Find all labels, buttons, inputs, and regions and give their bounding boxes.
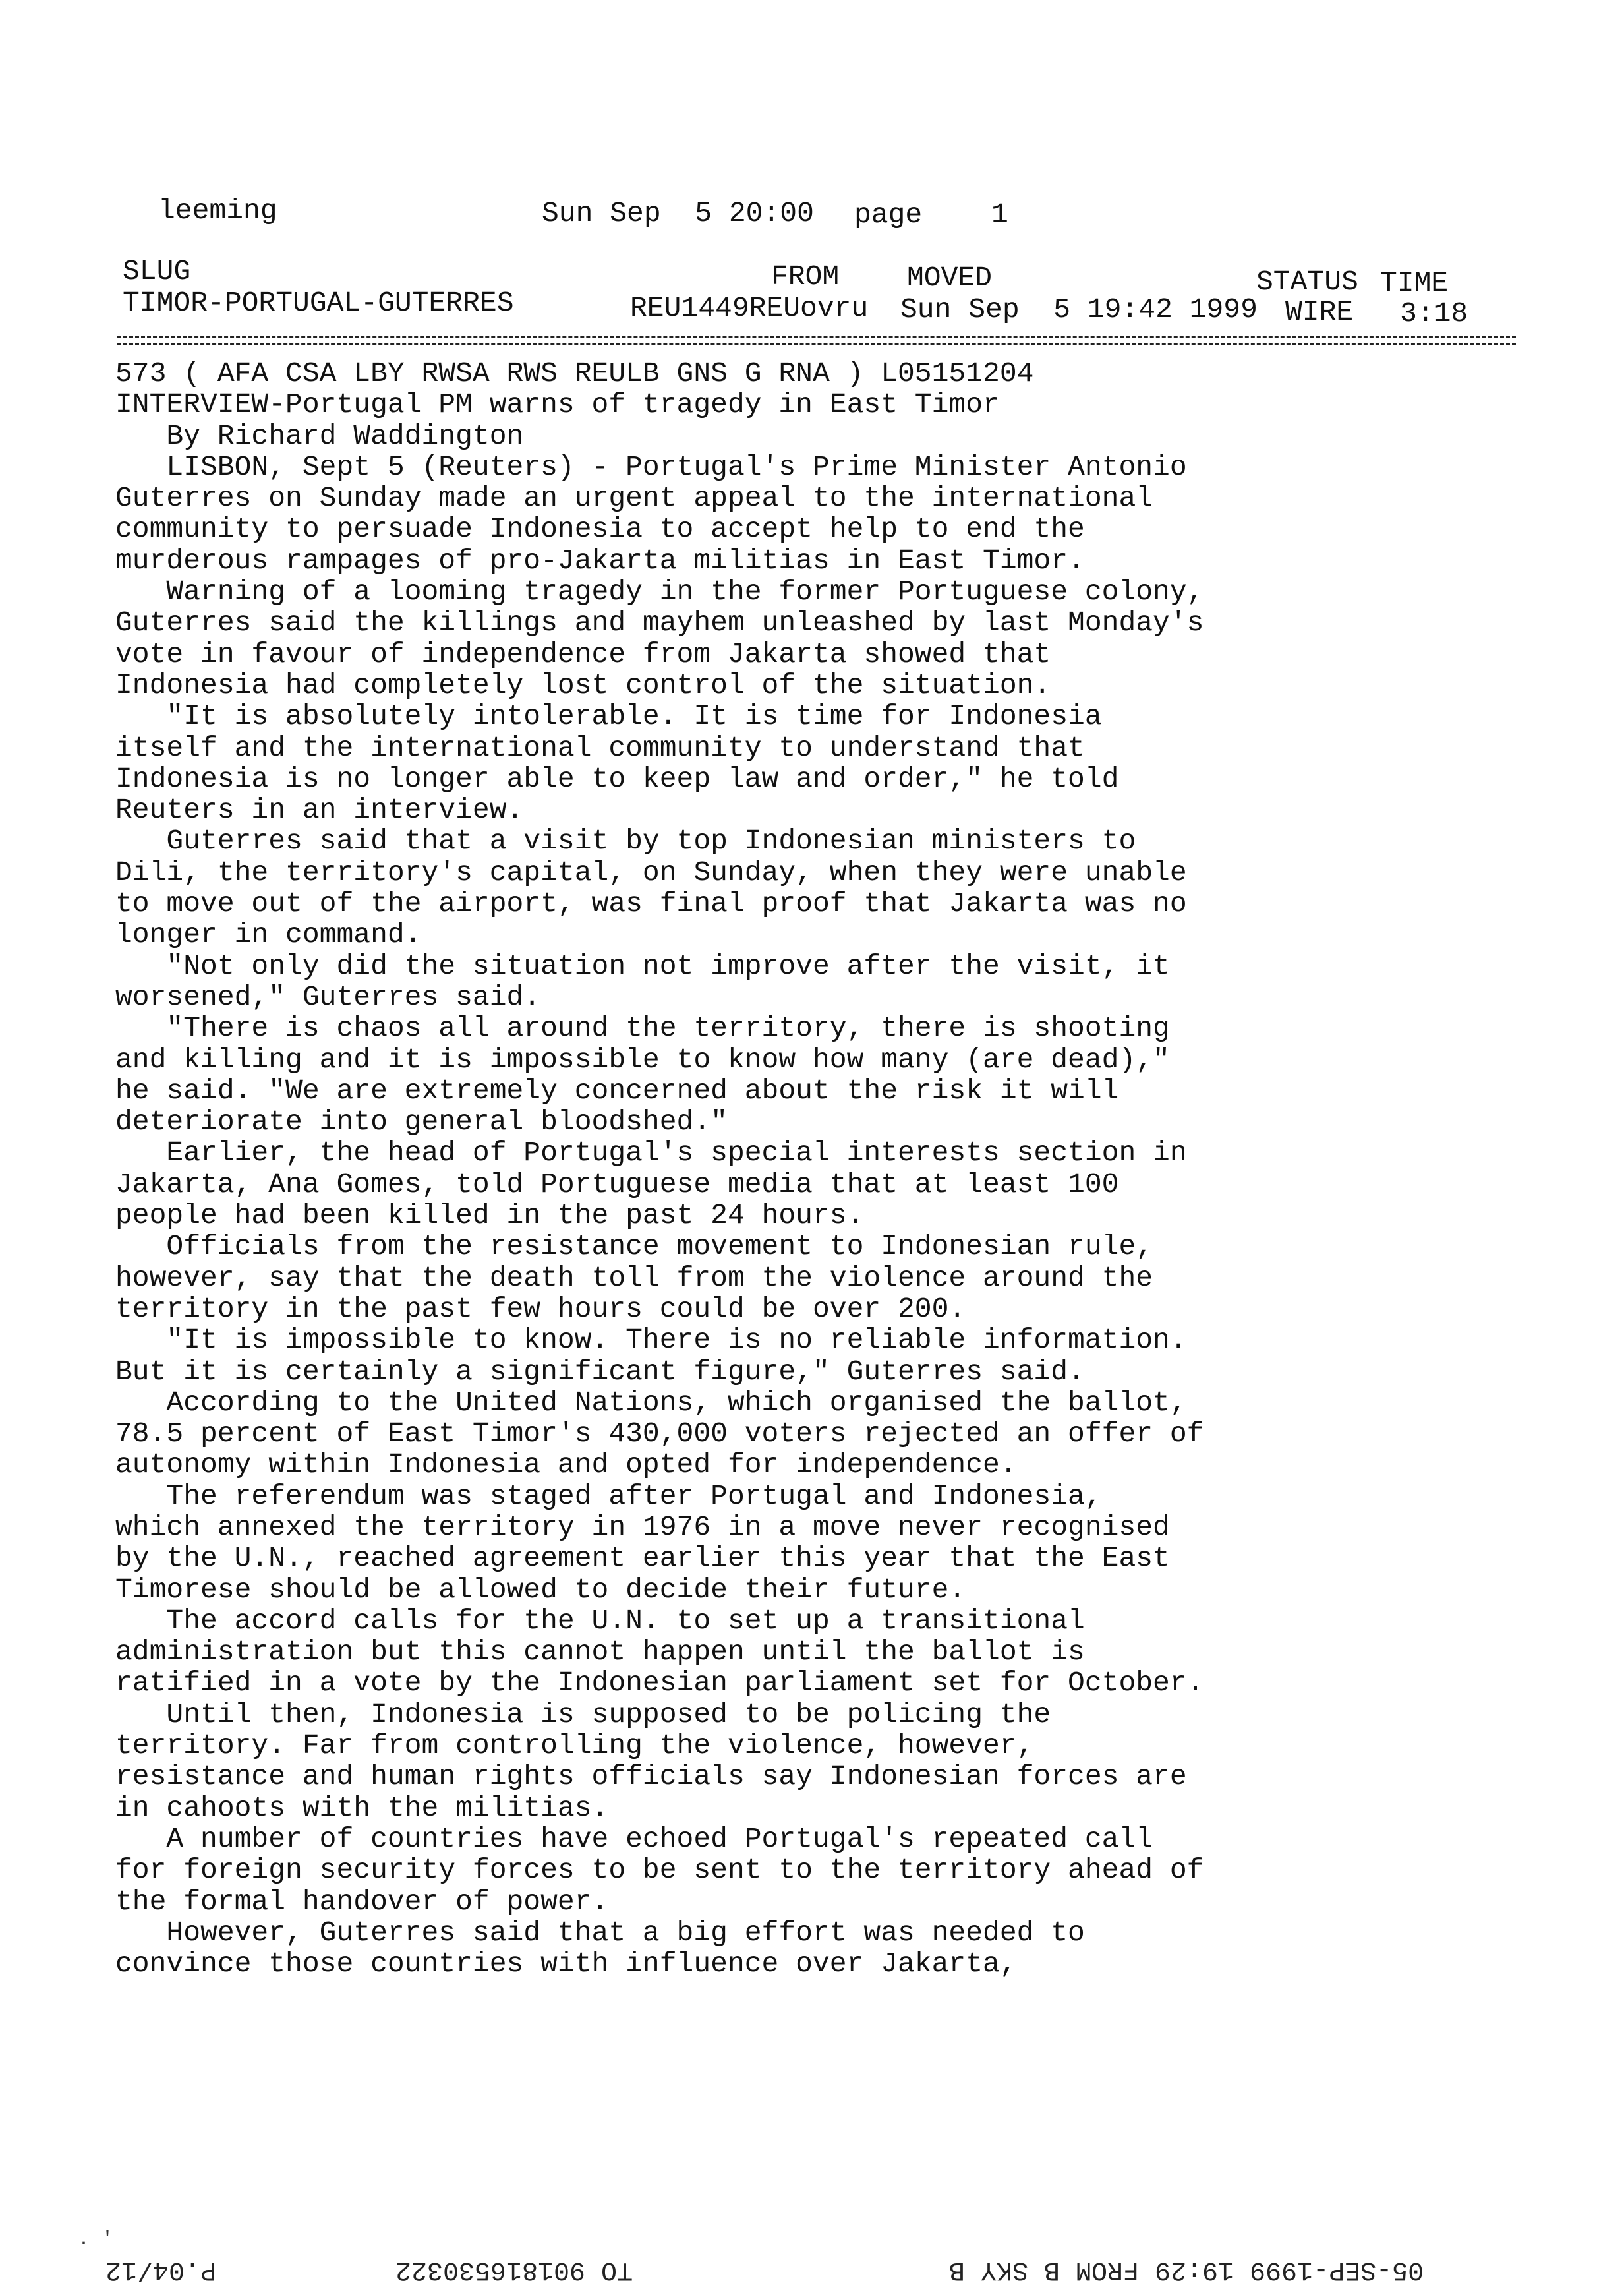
story-line: 78.5 percent of East Timor's 430,000 voters rejected an offer of [115, 1417, 1204, 1450]
story-line: The referendum was staged after Portugal and Indonesia, [115, 1479, 1102, 1512]
header-page-number: 1 [991, 198, 1008, 231]
story-line: worsened," Guterres said. [115, 980, 541, 1013]
moved-value: Sun Sep 5 19:42 1999 [900, 293, 1258, 326]
story-line: Warning of a looming tragedy in the former Portuguese colony, [115, 576, 1204, 609]
story-line: territory. Far from controlling the violence, however, [115, 1729, 1034, 1762]
moved-label: MOVED [907, 262, 993, 294]
story-line: But it is certainly a significant figure," Guterres said. [115, 1355, 1085, 1388]
story-line: territory in the past few hours could be over 200. [115, 1292, 966, 1325]
story-line: however, say that the death toll from the violence around the [115, 1261, 1153, 1294]
story-line: resistance and human rights officials say Indonesian forces are [115, 1760, 1187, 1793]
story-line: Earlier, the head of Portugal's special interests section in [115, 1137, 1187, 1170]
fax-footer-from: 05-SEP-1999 19:29 FROM B SKY B [949, 2255, 1424, 2284]
slug-value: TIMOR-PORTUGAL-GUTERRES [123, 287, 514, 319]
story-line: "Not only did the situation not improve after the visit, it [115, 949, 1170, 982]
story-line: Jakarta, Ana Gomes, told Portuguese media that at least 100 [115, 1168, 1119, 1201]
story-line: Until then, Indonesia is supposed to be policing the [115, 1698, 1051, 1731]
separator-rule-bottom [117, 343, 1516, 345]
story-codes: 573 ( AFA CSA LBY RWSA RWS REULB GNS G RNA ) L05151204 [115, 357, 1034, 390]
story-line: longer in command. [115, 918, 422, 951]
story-line: Guterres on Sunday made an urgent appeal to the international [115, 482, 1153, 515]
story-line: LISBON, Sept 5 (Reuters) - Portugal's Prime Minister Antonio [115, 450, 1187, 483]
story-line: deteriorate into general bloodshed." [115, 1106, 728, 1139]
story-line: by the U.N., reached agreement earlier this year that the East [115, 1542, 1170, 1575]
story-line: the formal handover of power. [115, 1885, 609, 1918]
story-line: to move out of the airport, was final proof that Jakarta was no [115, 887, 1187, 920]
story-line: for foreign security forces to be sent to the territory ahead of [115, 1854, 1204, 1887]
story-byline: By Richard Waddington [115, 419, 524, 452]
story-line: he said. "We are extremely concerned about the risk it will [115, 1074, 1119, 1107]
story-body [115, 358, 1532, 1979]
story-line: convince those countries with influence over Jakarta, [115, 1947, 1017, 1980]
story-line: Indonesia is no longer able to keep law and order," he told [115, 762, 1119, 795]
story-line: A number of countries have echoed Portugal's repeated call [115, 1822, 1153, 1855]
story-line: Reuters in an interview. [115, 794, 524, 827]
from-label: FROM [771, 260, 840, 293]
story-line: community to persuade Indonesia to accept help to end the [115, 513, 1085, 546]
story-line: vote in favour of independence from Jakarta showed that [115, 638, 1051, 670]
story-line: Timorese should be allowed to decide their future. [115, 1573, 966, 1606]
slug-label: SLUG [123, 255, 191, 287]
story-headline: INTERVIEW-Portugal PM warns of tragedy in East Timor [115, 388, 1000, 421]
story-line: Indonesia had completely lost control of the situation. [115, 669, 1051, 701]
fax-footer-to: TO 901816530322 [395, 2255, 633, 2284]
story-line: and killing and it is impossible to know how many (are dead)," [115, 1043, 1170, 1076]
time-value: 3:18 [1400, 297, 1468, 330]
story-line: Dili, the territory's capital, on Sunday, when they were unable [115, 856, 1187, 889]
header-page-label: page [854, 198, 923, 231]
story-line: which annexed the territory in 1976 in a move never recognised [115, 1510, 1170, 1543]
story-line: The accord calls for the U.N. to set up a transitional [115, 1604, 1085, 1637]
status-label: STATUS [1256, 266, 1358, 298]
story-line: people had been killed in the past 24 hours. [115, 1199, 864, 1232]
fax-footer-page: P.04/12 [105, 2255, 217, 2284]
story-line: "It is absolutely intolerable. It is time for Indonesia [115, 700, 1102, 733]
status-value: WIRE [1285, 296, 1354, 328]
story-line: in cahoots with the militias. [115, 1791, 609, 1824]
from-value: REU1449REUovru [630, 292, 869, 324]
story-line: Guterres said the killings and mayhem unleashed by last Monday's [115, 607, 1204, 639]
story-line: administration but this cannot happen until the ballot is [115, 1636, 1085, 1669]
time-label: TIME [1380, 267, 1449, 299]
story-line: Officials from the resistance movement to Indonesian rule, [115, 1230, 1153, 1263]
separator-rule-top [117, 336, 1516, 338]
story-line: However, Guterres said that a big effort was needed to [115, 1916, 1085, 1949]
story-line: murderous rampages of pro-Jakarta militias in East Timor. [115, 544, 1085, 577]
story-line: itself and the international community to understand that [115, 731, 1085, 764]
header-user: leeming [158, 194, 277, 227]
story-line: Guterres said that a visit by top Indonesian ministers to [115, 825, 1136, 858]
story-line: According to the United Nations, which organised the ballot, [115, 1386, 1187, 1419]
story-line: "It is impossible to know. There is no reliable information. [115, 1324, 1187, 1357]
story-line: "There is chaos all around the territory, there is shooting [115, 1012, 1170, 1045]
story-line: autonomy within Indonesia and opted for independence. [115, 1448, 1017, 1481]
story-line: ratified in a vote by the Indonesian parliament set for October. [115, 1667, 1204, 1700]
header-datetime: Sun Sep 5 20:00 [542, 197, 814, 229]
stray-mark: . ' [78, 2228, 114, 2251]
